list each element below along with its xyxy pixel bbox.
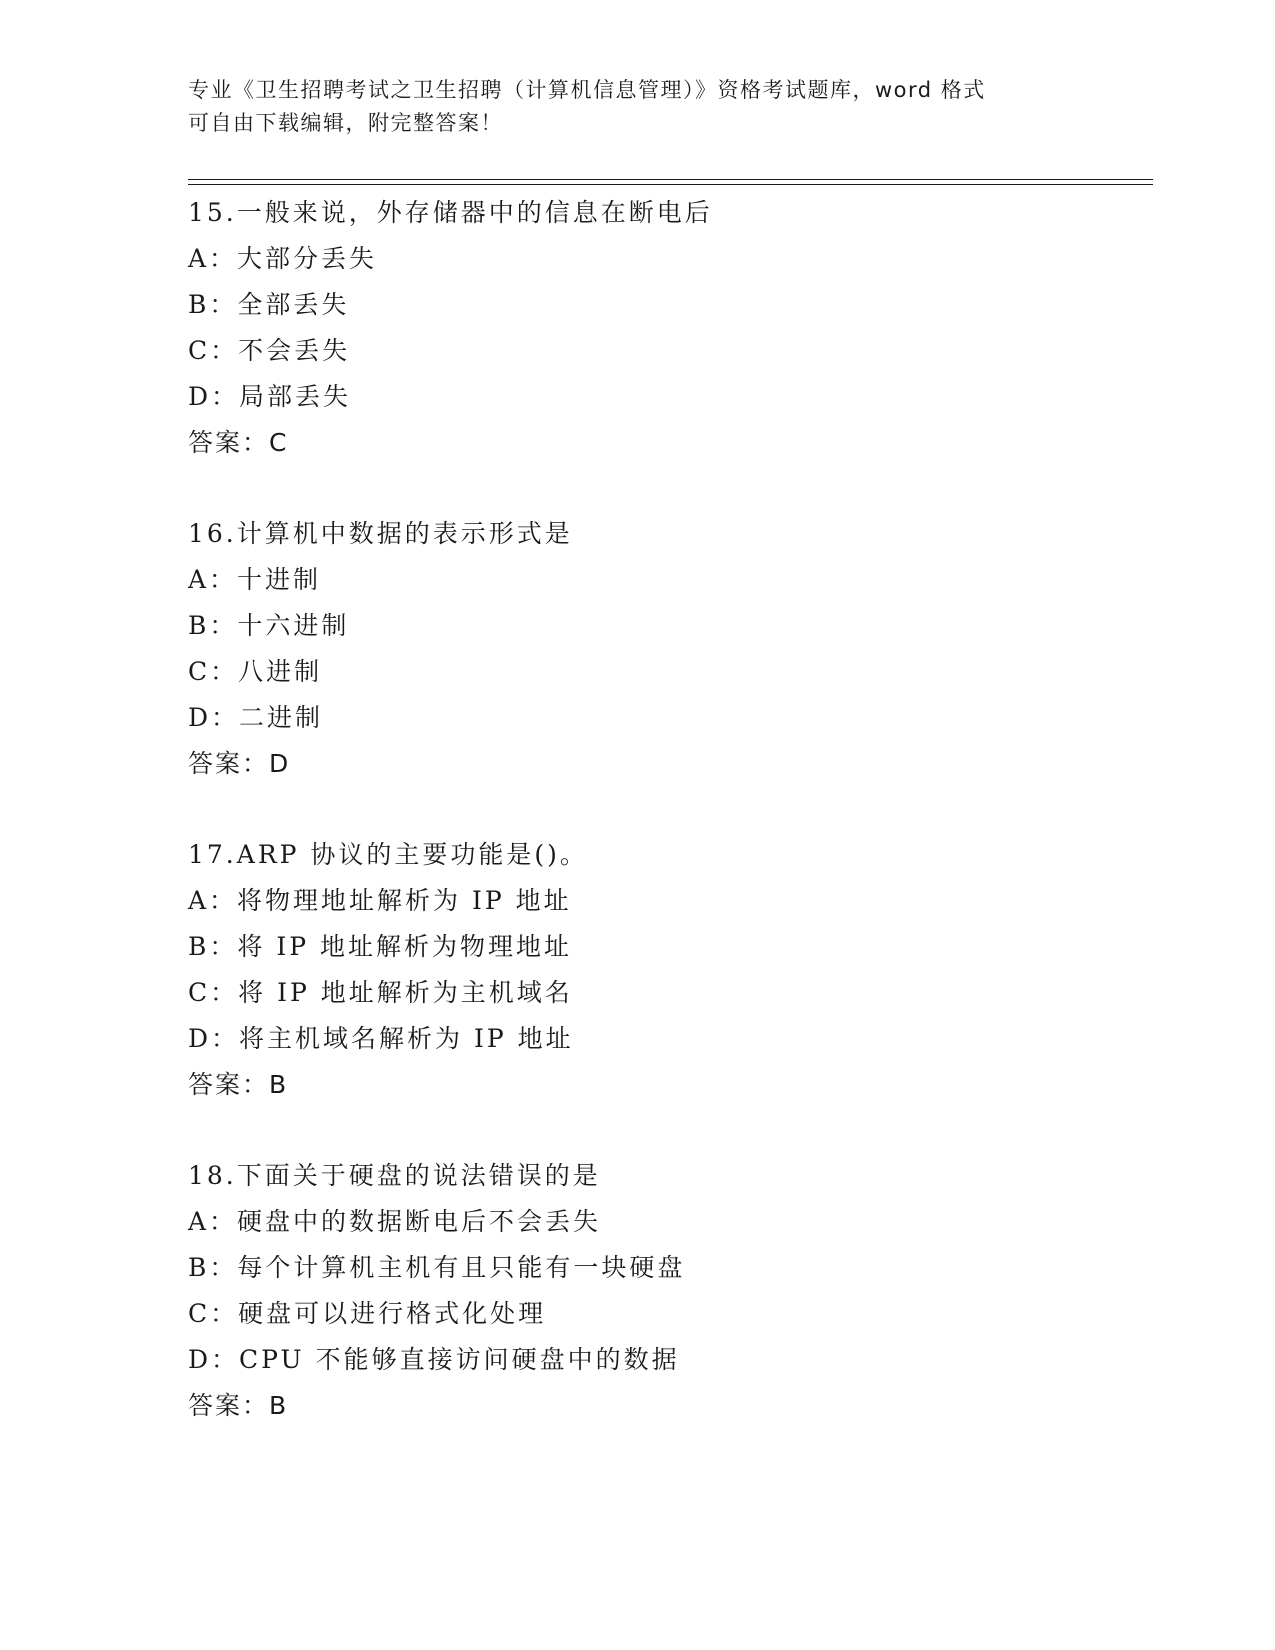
question-list [188,190,1148,1429]
answer-key: 答案：D [188,749,291,778]
option-d: D：将主机域名解析为 IP 地址 [188,1024,574,1053]
answer-key: 答案：B [188,1391,289,1420]
question-15 [188,190,1148,466]
header-divider-bottom [188,184,1153,185]
question-stem: 15.一般来说，外存储器中的信息在断电后 [188,198,713,227]
option-a: A：将物理地址解析为 IP 地址 [188,886,572,915]
question-18 [188,1153,1148,1429]
option-a: A：硬盘中的数据断电后不会丢失 [188,1207,602,1236]
question-17 [188,832,1148,1108]
header-title-line-1: 专业《卫生招聘考试之卫生招聘（计算机信息管理）》资格考试题库，word 格式 [188,78,986,102]
option-c: C：硬盘可以进行格式化处理 [188,1299,547,1328]
header-divider-top [188,179,1153,180]
option-b: B：全部丢失 [188,290,350,319]
option-c: C：八进制 [188,657,323,686]
option-b: B：十六进制 [188,611,350,640]
option-c: C：将 IP 地址解析为主机域名 [188,978,573,1007]
answer-key: 答案：B [188,1070,289,1099]
option-a: A：大部分丢失 [188,244,378,273]
question-stem: 16.计算机中数据的表示形式是 [188,519,573,548]
option-c: C：不会丢失 [188,336,351,365]
option-b: B：将 IP 地址解析为物理地址 [188,932,572,961]
header-title-line-2: 可自由下载编辑，附完整答案！ [188,111,503,135]
option-d: D：二进制 [188,703,324,732]
question-stem: 18.下面关于硬盘的说法错误的是 [188,1161,601,1190]
option-d: D：局部丢失 [188,382,352,411]
question-stem: 17.ARP 协议的主要功能是()。 [188,840,588,869]
question-16 [188,511,1148,787]
document-header [188,74,1088,140]
option-a: A：十进制 [188,565,322,594]
option-b: B：每个计算机主机有且只能有一块硬盘 [188,1253,686,1282]
answer-key: 答案：C [188,428,289,457]
option-d: D：CPU 不能够直接访问硬盘中的数据 [188,1345,680,1374]
